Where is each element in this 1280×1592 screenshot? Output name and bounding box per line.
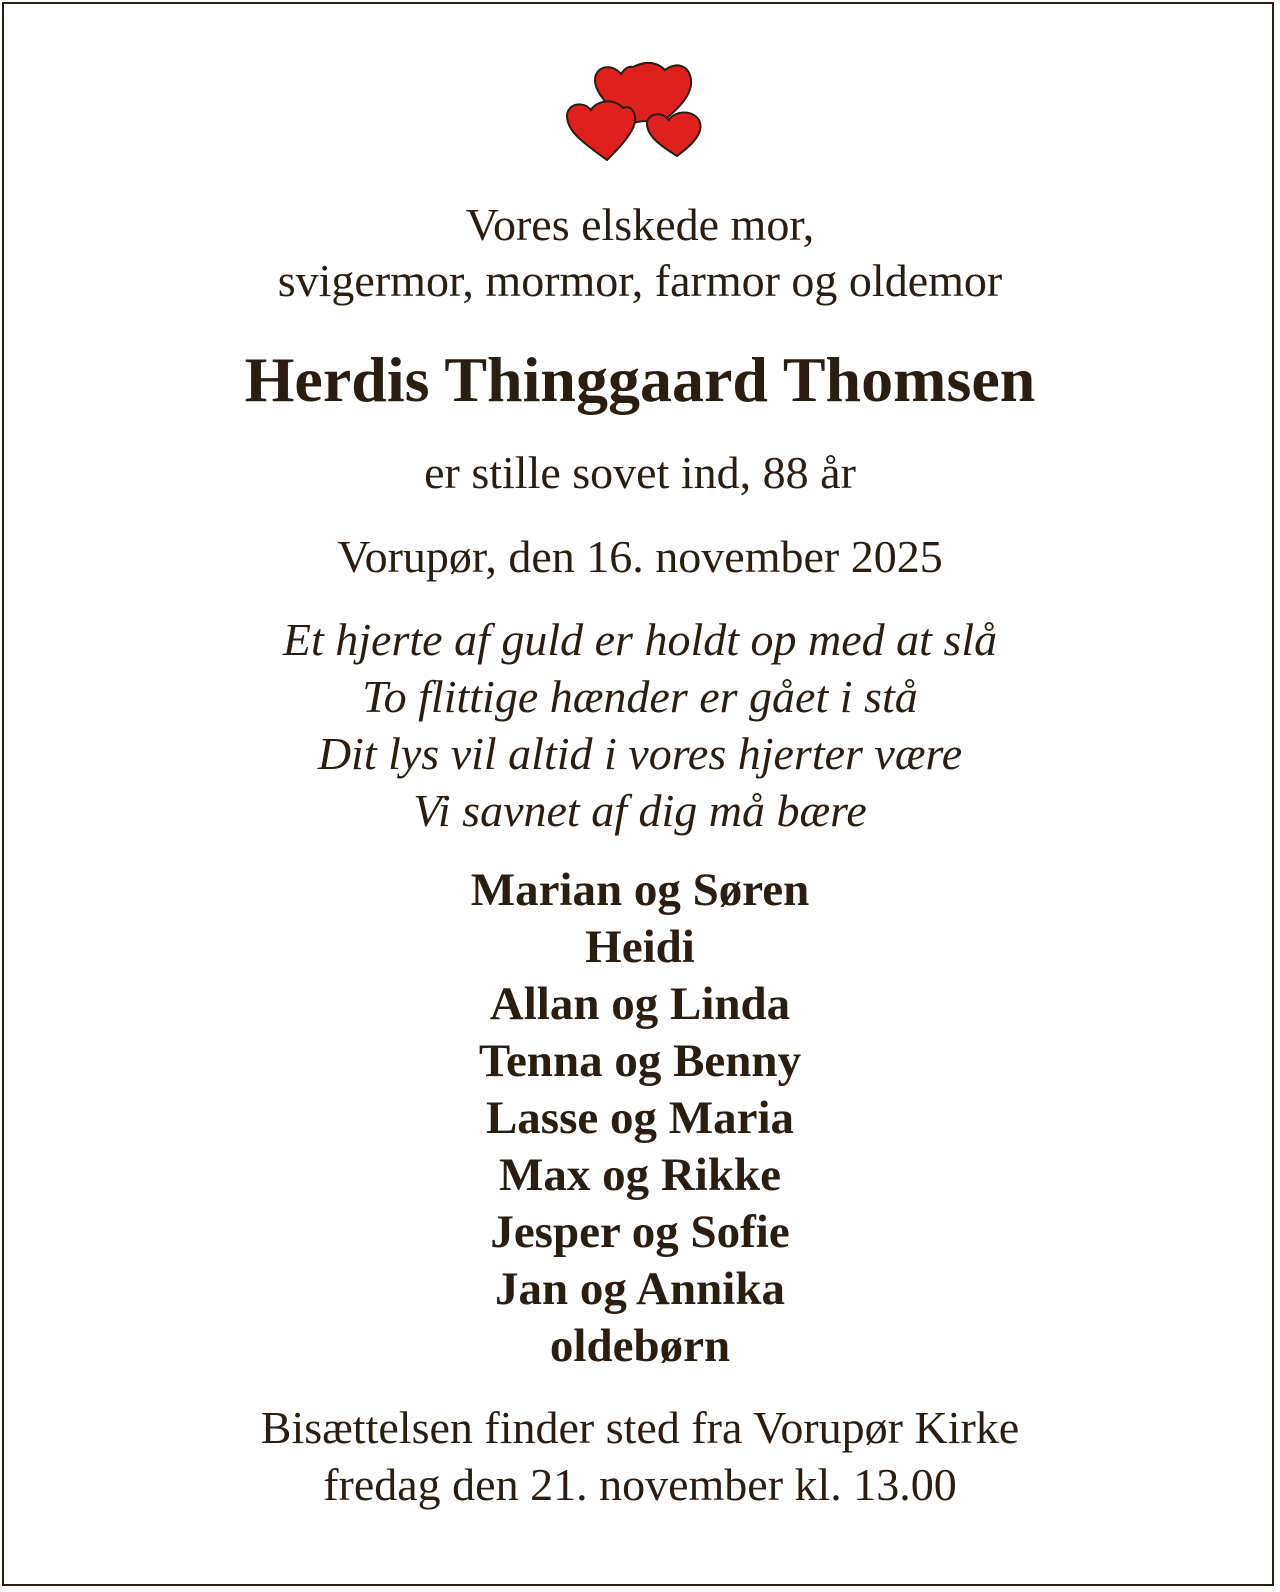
poem-line-2: To flittige hænder er gået i stå <box>362 671 918 722</box>
intro-line-1: Vores elskede mor, <box>465 199 815 250</box>
poem-line-4: Vi savnet af dig må bære <box>413 785 867 836</box>
three-hearts-icon <box>565 62 715 170</box>
family-member: Lasse og Maria <box>485 1092 795 1144</box>
poem-line-1: Et hjerte af guld er holdt op med at slå <box>282 614 998 665</box>
ceremony-line-2: fredag den 21. november kl. 13.00 <box>323 1459 957 1510</box>
passing-text: er stille sovet ind, 88 år <box>424 447 856 498</box>
family-member: Tenna og Benny <box>478 1035 802 1087</box>
family-member: oldebørn <box>549 1320 731 1372</box>
family-member: Max og Rikke <box>499 1149 781 1201</box>
family-member: Marian og Søren <box>470 864 810 916</box>
family-member: Jesper og Sofie <box>490 1206 790 1258</box>
family-member: Heidi <box>585 921 695 973</box>
poem-line-3: Dit lys vil altid i vores hjerter være <box>317 728 963 779</box>
ceremony-line-1: Bisættelsen finder sted fra Vorupør Kirke <box>260 1402 1020 1453</box>
place-date: Vorupør, den 16. november 2025 <box>337 531 943 582</box>
deceased-name: Herdis Thinggaard Thomsen <box>244 344 1036 415</box>
family-member: Jan og Annika <box>495 1263 785 1315</box>
family-member: Allan og Linda <box>489 978 791 1030</box>
intro-line-2: svigermor, mormor, farmor og oldemor <box>277 255 1003 306</box>
